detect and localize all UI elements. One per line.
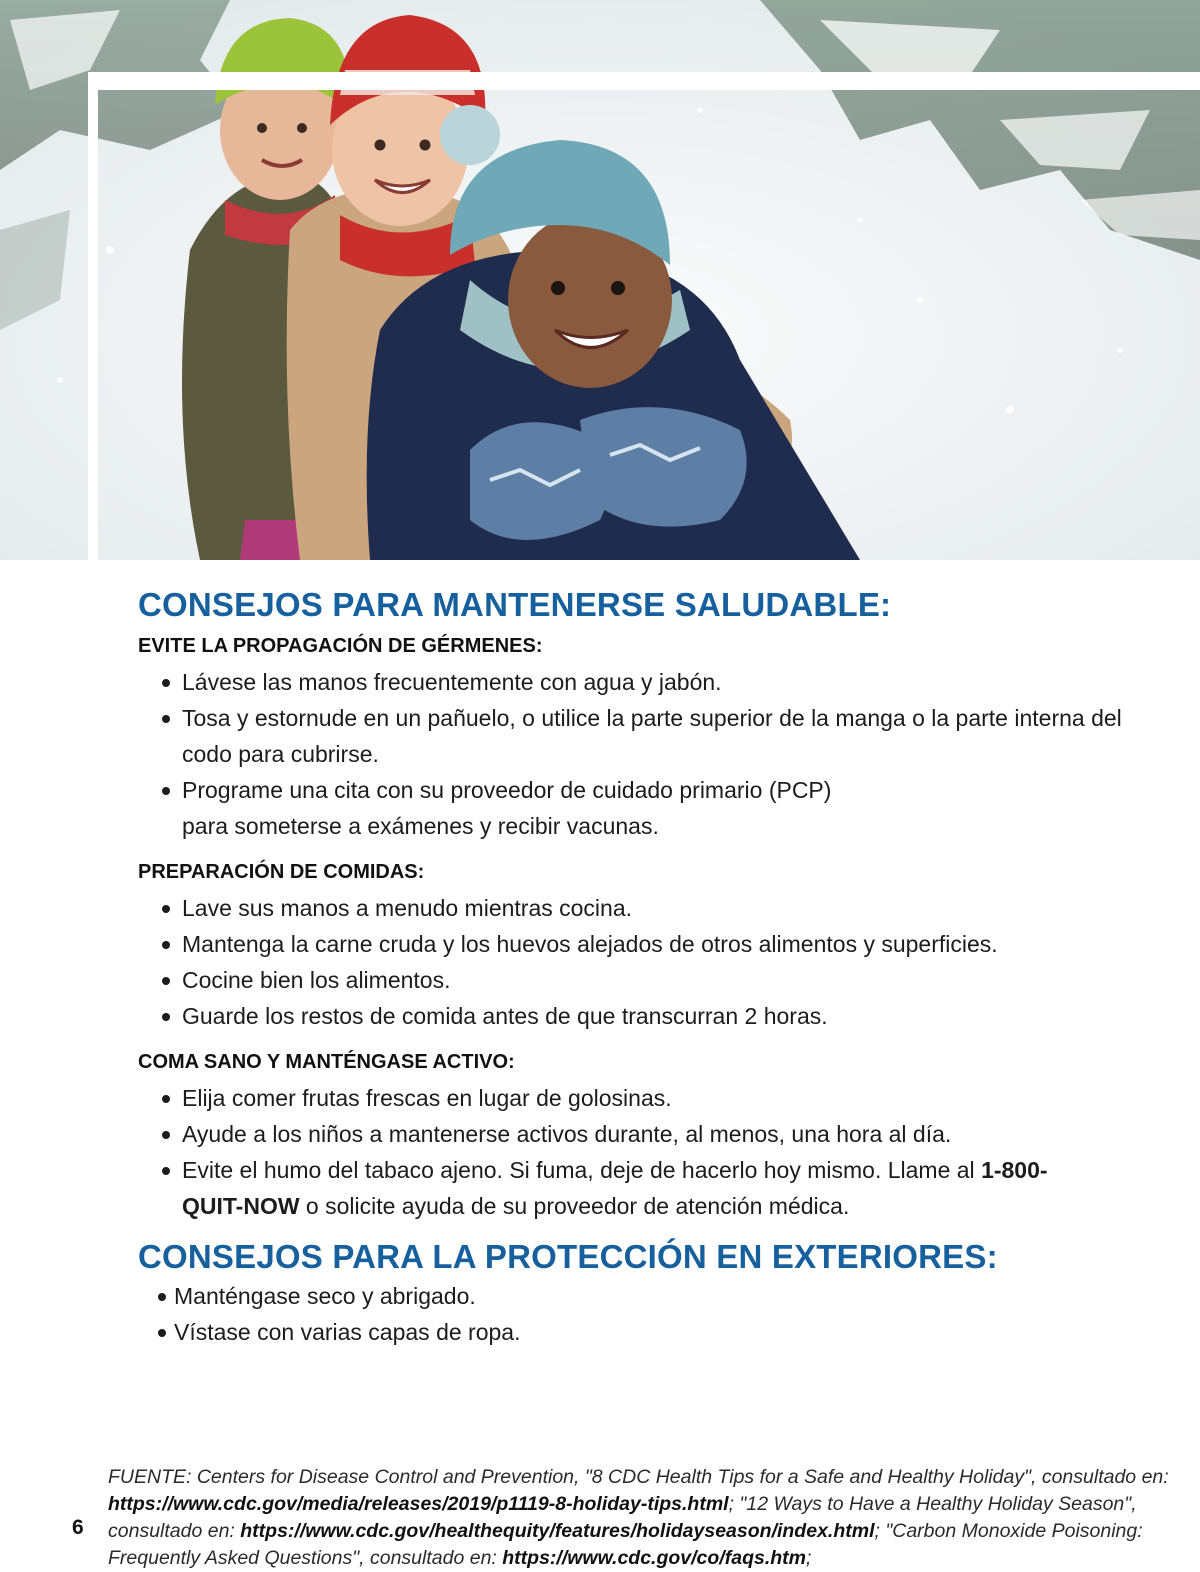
list-item: Manténgase seco y abrigado.	[138, 1278, 1158, 1314]
outdoors-list	[138, 1278, 1158, 1350]
page-number: 6	[72, 1516, 84, 1539]
list-item: Tosa y estornude en un pañuelo, o utilice la parte superior de la manga o la parte interna del codo para cubrirse.	[138, 700, 1158, 772]
quit-now-phone: 1-800-QUIT-NOW	[182, 1157, 1048, 1219]
source-note	[108, 1464, 1178, 1572]
smoke-text-after: o solicite ayuda de su proveedor de atención médica.	[299, 1193, 850, 1219]
source-mid-1: ; "12 Ways to Have a Healthy Holiday Season", consultado en:	[108, 1493, 1137, 1542]
section-title-healthy: CONSEJOS PARA MANTENERSE SALUDABLE:	[138, 586, 892, 623]
section-title-outdoors: CONSEJOS PARA LA PROTECCIÓN EN EXTERIORES:	[138, 1238, 998, 1275]
subtitle-active: COMA SANO Y MANTÉNGASE ACTIVO:	[138, 1051, 515, 1073]
list-item: Elija comer frutas frescas en lugar de golosinas.	[138, 1080, 1158, 1116]
source-mid-2: ; "Carbon Monoxide Poisoning: Frequently Asked Questions", consultado en:	[108, 1520, 1143, 1569]
list-item: Vístase con varias capas de ropa.	[138, 1314, 1158, 1350]
subtitle-germs: EVITE LA PROPAGACIÓN DE GÉRMENES:	[138, 635, 543, 657]
active-list	[138, 1080, 1158, 1224]
source-tail: ;	[805, 1547, 812, 1569]
subtitle-meals: PREPARACIÓN DE COMIDAS:	[138, 861, 425, 883]
source-link-2[interactable]: https://www.cdc.gov/healthequity/features/holidayseason/index.html	[240, 1520, 875, 1542]
list-item: Ayude a los niños a mantenerse activos durante, al menos, una hora al día.	[138, 1116, 1158, 1152]
list-item: Programe una cita con su proveedor de cuidado primario (PCP) para someterse a exámenes y recibir vacunas.	[138, 772, 1158, 844]
germs-list	[138, 664, 1158, 844]
list-item: Guarde los restos de comida antes de que transcurran 2 horas.	[138, 998, 1158, 1034]
list-item: Lave sus manos a menudo mientras cocina.	[138, 890, 1158, 926]
photo-frame-top	[88, 72, 1200, 90]
list-item-smoke	[138, 1152, 1158, 1224]
photo-frame-left	[88, 72, 98, 560]
list-item: Cocine bien los alimentos.	[138, 962, 1158, 998]
smoke-text-before: Evite el humo del tabaco ajeno. Si fuma, deje de hacerlo hoy mismo. Llame al	[182, 1157, 982, 1183]
hero-photo	[0, 0, 1200, 560]
list-item: Lávese las manos frecuentemente con agua y jabón.	[138, 664, 1158, 700]
meals-list	[138, 890, 1158, 1034]
source-lead: FUENTE: Centers for Disease Control and Prevention, "8 CDC Health Tips for a Safe and Healthy Holiday", consultado en:	[108, 1466, 1169, 1488]
source-link-3[interactable]: https://www.cdc.gov/co/faqs.htm	[502, 1547, 806, 1569]
list-item: Mantenga la carne cruda y los huevos alejados de otros alimentos y superficies.	[138, 926, 1158, 962]
tips-content	[138, 584, 1158, 1350]
source-link-1[interactable]: https://www.cdc.gov/media/releases/2019/p1119-8-holiday-tips.html	[108, 1493, 729, 1515]
